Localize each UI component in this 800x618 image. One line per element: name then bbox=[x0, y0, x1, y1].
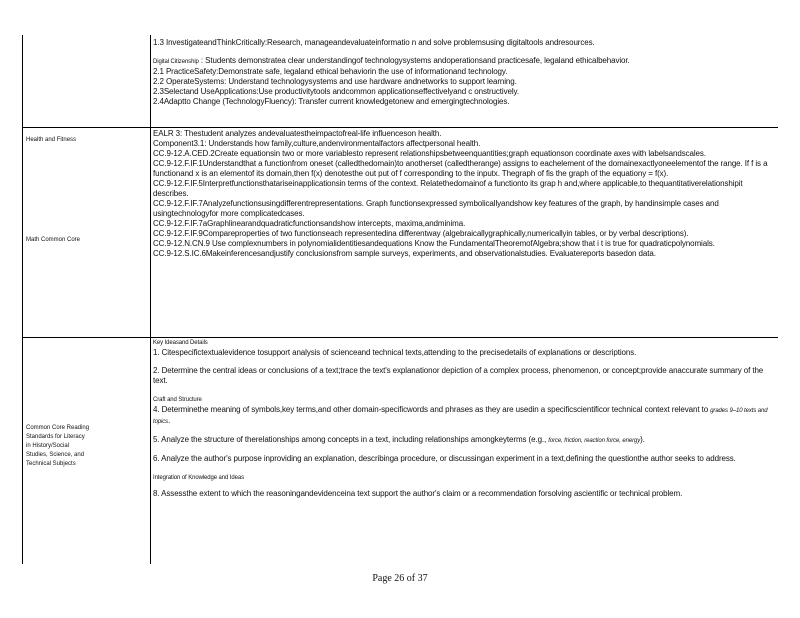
digital-citizenship-heading: Digital Citizenship bbox=[153, 59, 199, 65]
reading-item-1: 1. Citespecifictextualevidence tosupport analysis of scienceand technical texts,attending to the precisedetails of explanations or descriptions. bbox=[153, 348, 637, 357]
reading-item-6: 6. Analyze the author's purpose inproviding an explanation, describinga procedure, or discussingan experiment in a text,defining the questionthe author seeks to address. bbox=[153, 454, 736, 463]
standard-2-2: 2.2 OperateSystems: Understand technologysystems and use hardware andnetworks to support learning. bbox=[153, 77, 517, 86]
reading-standards-label: Common Core Reading Standards for Literacy in History/Social Studies, Science, and Technical Subjects bbox=[26, 425, 90, 467]
standard-2-4: 2.4Adaptto Change (TechnologyFluency): Transfer current knowledgetonew and emergingtechnologies. bbox=[153, 97, 510, 106]
tech-standards-cell bbox=[153, 38, 773, 107]
reading-item-5: 5. Analyze the structure of therelationships among concepts in a text, including relationships amongkeyterms (e.g., force, friction, reaction force, energy). bbox=[153, 435, 645, 444]
row-divider-1 bbox=[22, 127, 778, 128]
row-divider-2 bbox=[22, 337, 778, 338]
table-left-border bbox=[22, 35, 23, 564]
standard-2-1: 2.1 PracticeSafety:Demonstrate safe, legaland ethical behaviorin the use of informationand technology. bbox=[153, 67, 508, 76]
standard-2-3: 2.3Selectand UseApplications:Use productivitytools andcommon applicationseffectivelyand c onstructively. bbox=[153, 87, 519, 96]
ealr-3: EALR 3: Thestudent analyzes andevaluatestheimpactofreal-life influenceson health. bbox=[153, 129, 442, 138]
reading-item-8: 8. Assessthe extent to which the reasoningandevidenceina text support the author's claim or a recommendation forsolving ascientific or technical problem. bbox=[153, 489, 683, 498]
reading-item-2: 2. Determine the central ideas or conclusions of a text;trace the text's explanationor depiction of a complex process, phenomenon, or concept;provide anaccurate summary of the text. bbox=[153, 366, 764, 385]
math-standard: CC.9-12.F.IF.5Interpretfunctionsthatariseinapplicationsin terms of the context. Relatethedomainof a functionto its grap h and,where applicable,to thequantitativerelationshipit describes. bbox=[153, 179, 743, 198]
math-standard: CC.9-12.S.IC.6Makeinferencesandjustify conclusionsfrom sample surveys, experiments, and observationalstudies. Evaluatereports basedon data. bbox=[153, 249, 656, 258]
math-standard: CC.9-12.F.IF.9Compareproperties of two functionseach representedina differentway (algebraicallygraphically,numericallyin tables, or by verbal descriptions). bbox=[153, 229, 689, 238]
table-column-divider bbox=[150, 35, 151, 564]
math-standard: CC.9-12.F.IF.1Understandthat a functionfrom oneset (calledthedomain)to anotherset (calledtherange) assigns to eachelement of the domainexactlyoneelementof the range. If f is a functionand x is an elementof its domain,then f(x) denotesthe out put of f corresponding to the inputx. Thegraph of fis the graph of the equationy = f(x). bbox=[153, 159, 768, 178]
component-3-1: Component3.1: Understands how family,culture,andenvironmentalfactors affectpersonal health. bbox=[153, 139, 481, 148]
math-standard: CC.9-12.N.CN.9 Use complexnumbers in polynomialidentitiesandequations Know the FundamentalTheoremofAlgebra;show that i t is true for quadraticpolynomials. bbox=[153, 239, 715, 248]
reading-item-4: 4. Determinethe meaning of symbols,key terms,and other domain-specificwords and phrases as they are usedin a specificscientificor technical context relevant to grades 9–10 texts and topics. bbox=[153, 405, 768, 425]
math-standard: CC.9-12.F.IF.7Analyzefunctionsusingdifferentrepresentations. Graph functionsexpressed symbolicallyandshow key features of the graph, by handinsimple cases and usingtechnologyfor more complicatedcases. bbox=[153, 199, 719, 218]
digital-citizenship-text: Digital Citizenship : Students demonstratea clear understandingof technologysystems andoperationsand practicesafe, legaland ethicalbehavior. bbox=[153, 56, 630, 65]
craft-structure-heading: Craft and Structure bbox=[153, 397, 202, 403]
math-common-core-label: Math Common Core bbox=[26, 237, 81, 243]
key-ideas-heading: Key Ideasand Details bbox=[153, 340, 208, 346]
math-standard: CC.9-12.F.IF.7aGraphlinearandquadraticfunctionsandshow intercepts, maxima,andminima. bbox=[153, 219, 466, 228]
integration-heading: Integration of Knowledge and Ideas bbox=[153, 475, 245, 481]
standard-1-3: 1.3 InvestigateandThinkCritically:Research, manageandevaluateinformatio n and solve problemsusing digitaltools andresources. bbox=[153, 38, 595, 47]
math-standard: CC.9-12.A.CED.2Create equationsin two or more variablesto represent relationshipsbetweenquantities;graph equationson coordinate axes with labelsandscales. bbox=[153, 149, 706, 158]
health-fitness-label: Health and Fitness bbox=[26, 137, 77, 143]
reading-standards-cell bbox=[153, 339, 773, 499]
health-fitness-cell bbox=[153, 129, 773, 259]
page-number: Page 26 of 37 bbox=[372, 573, 428, 584]
